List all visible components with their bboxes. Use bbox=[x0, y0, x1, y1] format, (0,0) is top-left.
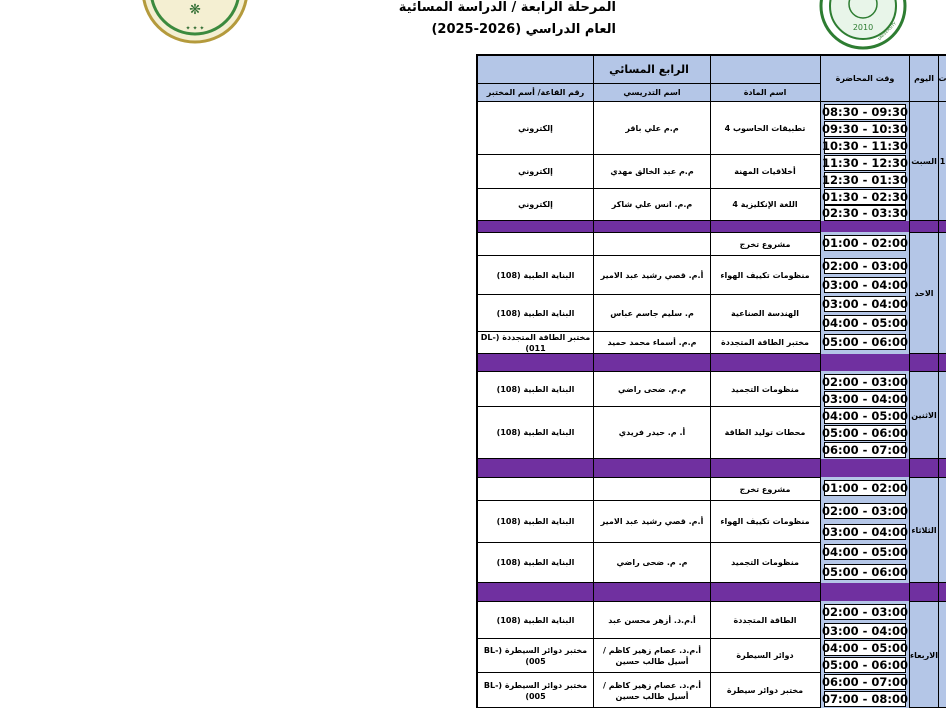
sat-subject-3: اللغة الإنكليزية 4 bbox=[732, 200, 798, 209]
day-separator bbox=[477, 583, 946, 601]
time-slot: 03:00 - 04:00 bbox=[822, 624, 908, 638]
tue-room-2: البناية الطبية (108) bbox=[496, 517, 575, 526]
time-slot: 02:00 - 03:00 bbox=[822, 504, 908, 518]
svg-text:UNIVERSITY: UNIVERSITY bbox=[876, 20, 898, 42]
sat-subject-1: تطبيقات الحاسوب 4 bbox=[724, 123, 806, 133]
day-sun: الاحد bbox=[914, 288, 934, 298]
wed-teacher-1: أ.م.د. أزهر محسن عبد bbox=[608, 615, 696, 625]
row-line bbox=[477, 458, 821, 459]
sat-room-3: إلكتروني bbox=[518, 200, 553, 209]
time-slot: 03:00 - 04:00 bbox=[822, 297, 908, 311]
time-slot: 10:30 - 11:30 bbox=[822, 139, 908, 153]
row-line bbox=[909, 353, 946, 354]
mon-teacher-1: م.م. ضحى راضي bbox=[617, 384, 687, 394]
col-header-room: رقم القاعة/ أسم المختبر bbox=[486, 88, 585, 97]
sat-subject-2: أخلاقيات المهنة bbox=[734, 167, 796, 176]
sun-subject-2: منظومات تكييف الهواء bbox=[720, 270, 810, 280]
wed-teacher-3: أ.م.د. عصام زهير كاظم / أسيل طالب حسين bbox=[603, 680, 701, 701]
time-slot: 07:00 - 08:00 bbox=[822, 692, 908, 706]
wed-room-3: مختبر دوائر السيطرة (BL-005) bbox=[483, 680, 588, 701]
time-slot: 06:00 - 07:00 bbox=[822, 675, 908, 689]
mon-subject-2: محطات توليد الطاقة bbox=[724, 428, 806, 437]
time-slot: 01:00 - 02:00 bbox=[822, 481, 908, 495]
time-slot: 01:30 - 02:30 bbox=[822, 190, 908, 204]
col-header-extra: ت bbox=[938, 74, 947, 83]
mon-subject-1: منظومات التجميد bbox=[731, 384, 799, 394]
sun-room-4: مختبر الطاقة المتجددة (DL-011) bbox=[480, 332, 591, 353]
time-slot: 04:00 - 05:00 bbox=[822, 316, 908, 330]
sat-room-1: إلكتروني bbox=[518, 123, 553, 133]
sun-teacher-2: أ.م. قصي رشيد عبد الامير bbox=[600, 270, 704, 280]
mon-room-1: البناية الطبية (108) bbox=[496, 384, 575, 394]
time-slot: 04:00 - 05:00 bbox=[822, 545, 908, 559]
col-header-teacher: اسم التدريسي bbox=[623, 88, 681, 97]
time-slot: 01:00 - 02:00 bbox=[822, 236, 908, 250]
time-slot: 08:30 - 09:30 bbox=[822, 105, 908, 119]
mon-teacher-2: أ. م. حيدر فريدي bbox=[618, 428, 686, 437]
day-wed: الاربعاء bbox=[910, 650, 938, 660]
row-line bbox=[909, 582, 946, 583]
time-slot: 03:00 - 04:00 bbox=[822, 525, 908, 539]
svg-text:✦ ✦ ✦: ✦ ✦ ✦ bbox=[185, 25, 205, 32]
tue-subject-1: مشروع تخرج bbox=[739, 484, 791, 494]
day-tue: الثلاثاء bbox=[911, 525, 937, 535]
time-slot: 05:00 - 06:00 bbox=[822, 335, 908, 349]
sun-subject-3: الهندسة الصناعية bbox=[731, 308, 799, 318]
sun-room-2: البناية الطبية (108) bbox=[496, 270, 575, 280]
row-line bbox=[477, 582, 821, 583]
time-slot: 04:00 - 05:00 bbox=[822, 641, 908, 655]
sun-room-3: البناية الطبية (108) bbox=[496, 308, 575, 318]
table-title: الرابع المسائي bbox=[609, 62, 689, 76]
sun-teacher-3: م. سليم جاسم عباس bbox=[610, 308, 694, 318]
time-slot: 05:00 - 06:00 bbox=[822, 426, 908, 440]
university-logo bbox=[818, 0, 908, 50]
year-heading: العام الدراسي (2026-2025) bbox=[431, 22, 616, 37]
wed-subject-2: دوائر السيطرة bbox=[736, 651, 794, 660]
time-slot: 03:00 - 04:00 bbox=[822, 278, 908, 292]
college-logo bbox=[140, 0, 250, 44]
wed-subject-1: الطاقة المتجددة bbox=[733, 615, 797, 625]
col-header-day: اليوم bbox=[914, 74, 934, 83]
time-slot: 09:30 - 10:30 bbox=[822, 122, 908, 136]
day-mon: الاثنين bbox=[911, 410, 937, 420]
tue-teacher-2: أ.م. قصي رشيد عبد الامير bbox=[600, 517, 704, 526]
time-slot: 02:00 - 03:00 bbox=[822, 259, 908, 273]
stage-heading: المرحلة الرابعة / الدراسة المسائية bbox=[398, 0, 616, 15]
time-slot: 11:30 - 12:30 bbox=[822, 156, 908, 170]
svg-text:❋: ❋ bbox=[189, 2, 201, 18]
time-slot: 04:00 - 05:00 bbox=[822, 409, 908, 423]
day-separator bbox=[477, 221, 946, 232]
row-line bbox=[477, 220, 821, 221]
sat-teacher-3: م.م. انس علي شاكر bbox=[611, 200, 693, 209]
mon-room-2: البناية الطبية (108) bbox=[496, 428, 575, 437]
wed-teacher-2: أ.م.د. عصام زهير كاظم / أسيل طالب حسين bbox=[603, 645, 701, 666]
sat-teacher-2: م.م عبد الخالق مهدي bbox=[610, 167, 694, 176]
sun-teacher-4: م.م. أسماء محمد حميد bbox=[607, 338, 697, 347]
svg-text:2010: 2010 bbox=[852, 23, 874, 32]
time-slot: 05:00 - 06:00 bbox=[822, 658, 908, 672]
tue-room-3: البناية الطبية (108) bbox=[496, 558, 575, 567]
day-sat-num: 1 bbox=[939, 156, 946, 166]
col-header-time: وقت المحاضرة bbox=[835, 74, 895, 83]
time-slot: 03:00 - 04:00 bbox=[822, 392, 908, 406]
day-sat: السبت bbox=[911, 156, 937, 166]
time-slot: 02:00 - 03:00 bbox=[822, 605, 908, 619]
sat-room-2: إلكتروني bbox=[518, 167, 553, 176]
tue-subject-2: منظومات تكييف الهواء bbox=[720, 517, 810, 526]
tue-teacher-3: م. م. ضحى راضي bbox=[616, 558, 688, 567]
sun-subject-4: مختبر الطاقة المتجددة bbox=[720, 338, 810, 347]
sat-teacher-1: م.م علي باقر bbox=[625, 123, 679, 133]
row-line bbox=[909, 220, 946, 221]
time-slot: 12:30 - 01:30 bbox=[822, 173, 908, 187]
day-separator bbox=[477, 354, 946, 371]
wed-room-1: البناية الطبية (108) bbox=[496, 615, 575, 625]
time-slot: 06:00 - 07:00 bbox=[822, 443, 908, 457]
tue-subject-3: منظومات التجميد bbox=[731, 558, 799, 567]
wed-room-2: مختبر دوائر السيطرة (BL-005) bbox=[483, 645, 588, 666]
wed-subject-3: مختبر دوائر سيطرة bbox=[726, 686, 804, 695]
time-slot: 02:30 - 03:30 bbox=[822, 206, 908, 220]
time-slot: 05:00 - 06:00 bbox=[822, 565, 908, 579]
row-line bbox=[909, 458, 946, 459]
time-slot: 02:00 - 03:00 bbox=[822, 375, 908, 389]
col-header-subject: اسم المادة bbox=[743, 88, 787, 97]
day-separator bbox=[477, 459, 946, 477]
sun-subject-1: مشروع تخرج bbox=[739, 239, 791, 249]
